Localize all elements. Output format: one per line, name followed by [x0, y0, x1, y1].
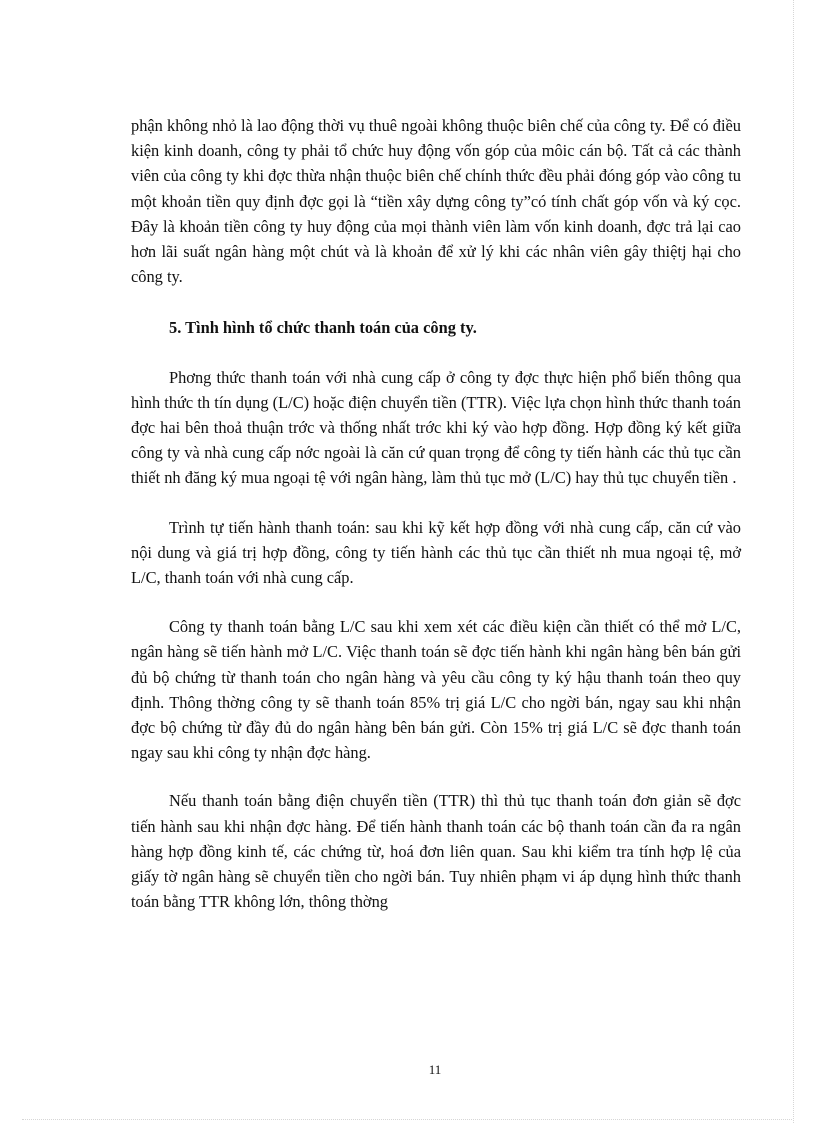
- page-number: 11: [428, 1062, 442, 1077]
- spacer: [131, 289, 741, 315]
- paragraph-intro: phận không nhỏ là lao động thời vụ thuê ngoài không thuộc biên chế của công ty. Để có điều kiện kinh doanh, công ty phải tổ chức huy động vốn góp của môic cán bộ. Tất cả các thành viên của công ty khi đợc thừa nhận thuộc biên chế chính thức đều phải đóng góp vào công tu một khoản tiền quy định đợc gọi là “tiền xây dựng công ty”có tính chất góp vốn và ký cọc. Đây là khoản tiền công ty huy động của mọi thành viên làm vốn kinh doanh, đợc trả lại cao hơn lãi suất ngân hàng một chút và là khoản để xử lý khi các nhân viên gây thiệtj hại cho công ty.: [131, 116, 741, 287]
- document-body: [131, 113, 741, 914]
- spacer: [131, 765, 741, 788]
- paragraph-payment-methods: Phơng thức thanh toán với nhà cung cấp ở công ty đợc thực hiện phổ biến thông qua hình thức th tín dụng (L/C) hoặc điện chuyển tiền (TTR). Việc lựa chọn hình thức thanh toán đợc hai bên thoả thuận trớc và thống nhất trớc khi ký vào hợp đồng. Hợp đồng ký kết giữa công ty và nhà cung cấp nớc ngoài là căn cứ quan trọng để công ty tiến hành các thủ tục cần thiết nh đăng ký mua ngoại tệ với ngân hàng, làm thủ tục mở (L/C) hay thủ tục chuyển tiền .: [131, 367, 741, 488]
- spacer: [131, 590, 741, 614]
- spacer: [131, 341, 741, 365]
- paragraph-payment-procedure: Trình tự tiến hành thanh toán: sau khi kỹ kết hợp đồng với nhà cung cấp, căn cứ vào nội dung và giá trị hợp đồng, công ty tiến hành các thủ tục cần thiết nh mua ngoại tệ, mở L/C, thanh toán với nhà cung cấp.: [131, 517, 741, 588]
- spacer: [131, 491, 741, 515]
- page-right-border: [793, 0, 794, 1123]
- section-heading: 5. Tình hình tổ chức thanh toán của công ty.: [169, 318, 477, 338]
- page-bottom-border: [22, 1119, 792, 1120]
- paragraph-ttr-payment: Nếu thanh toán bằng điện chuyển tiền (TTR) thì thủ tục thanh toán đơn giản sẽ đợc tiến hành sau khi nhận đợc hàng. Để tiến hành thanh toán các bộ thanh toán cần đa ra ngân hàng hợp đồng kinh tế, các chứng từ, hoá đơn liên quan. Sau khi kiểm tra tính hợp lệ của giấy tờ ngân hàng sẽ chuyển tiền cho ngời bán. Tuy nhiên phạm vi áp dụng hình thức thanh toán bằng TTR không lớn, thông thờng: [131, 791, 741, 912]
- paragraph-lc-payment: Công ty thanh toán bằng L/C sau khi xem xét các điều kiện cần thiết có thể mở L/C, ngân hàng sẽ tiến hành mở L/C. Việc thanh toán sẽ đợc tiến hành khi ngân hàng bên bán gửi đủ bộ chứng từ thanh toán cho ngân hàng và yêu cầu công ty ký hậu thanh toán theo quy định. Thông thờng công ty sẽ thanh toán 85% trị giá L/C cho ngời bán, ngay sau khi nhận đợc bộ chứng từ đầy đủ do ngân hàng bên bán gửi. Còn 15% trị giá L/C sẽ đợc thanh toán ngay sau khi công ty nhận đợc hàng.: [131, 617, 741, 763]
